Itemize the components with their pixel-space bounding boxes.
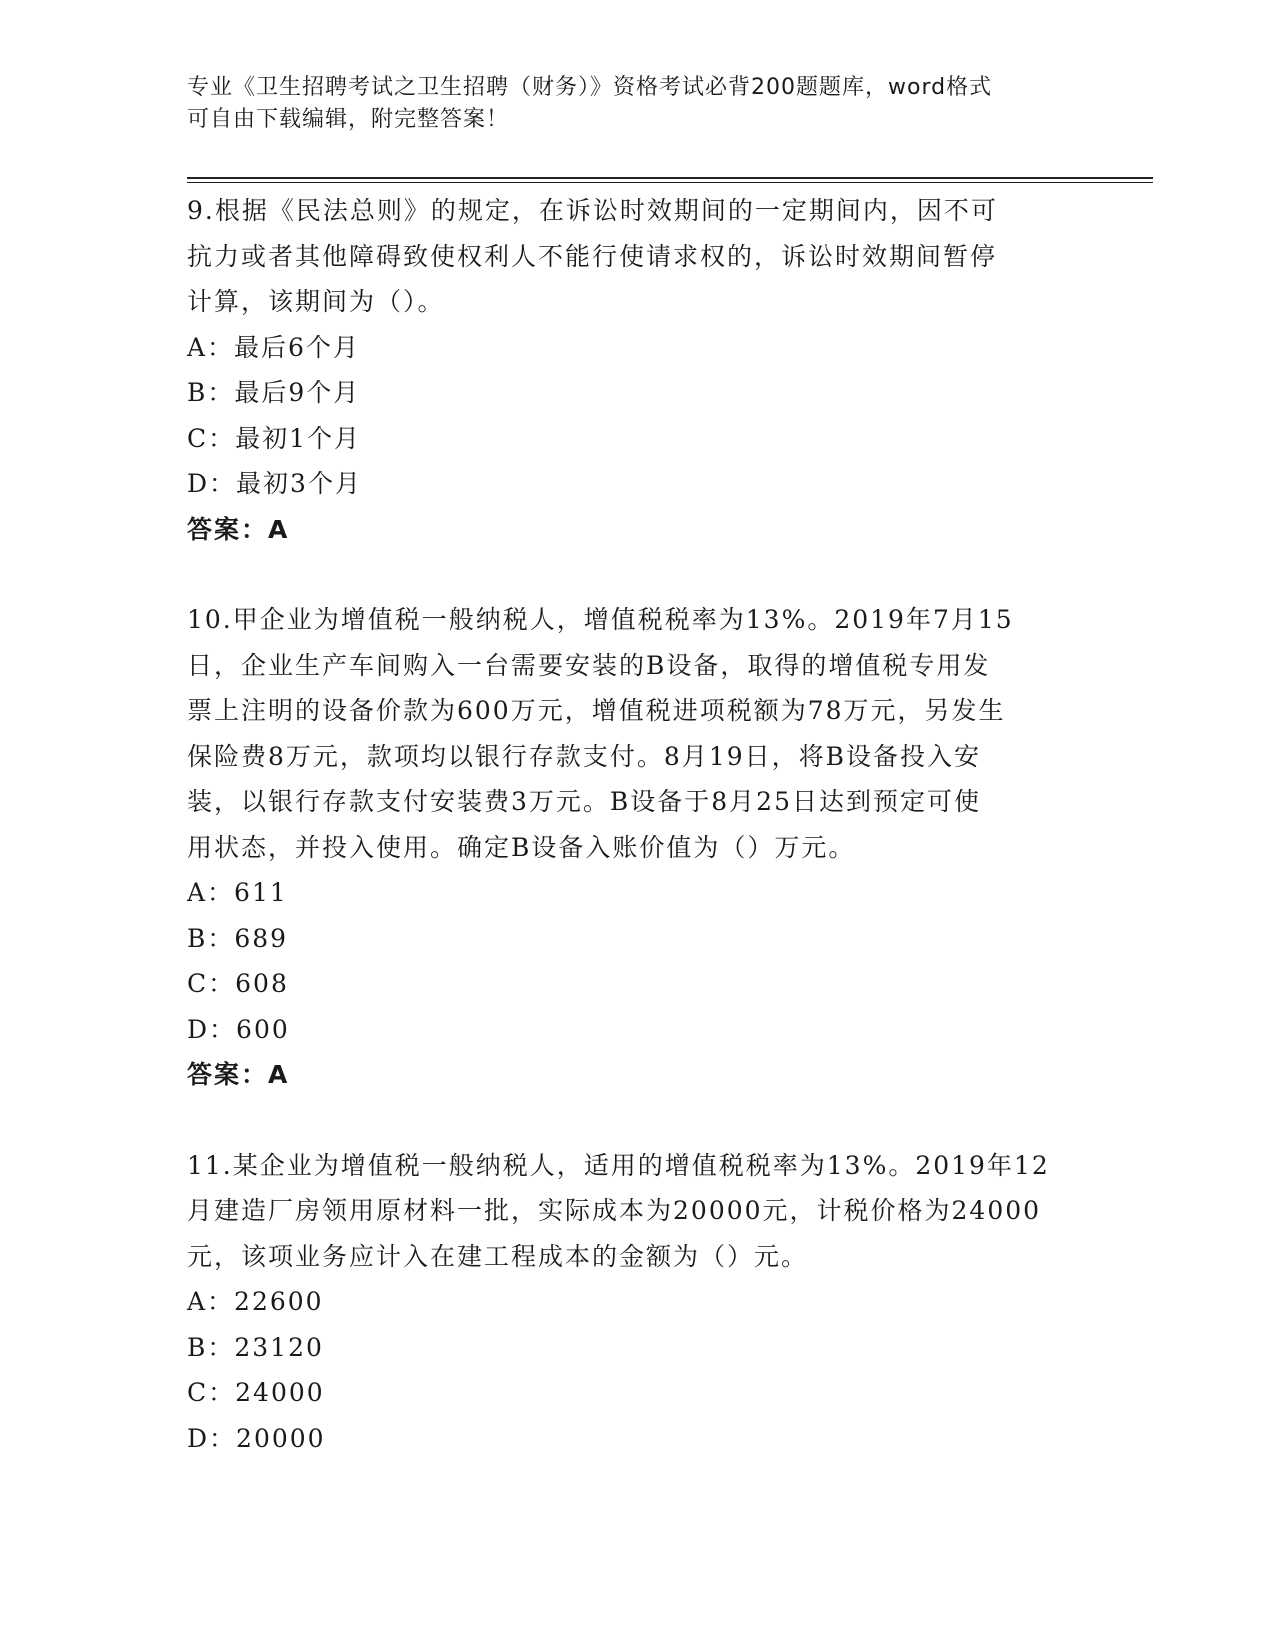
question-9 <box>187 188 1087 552</box>
question-text-line: 9.根据《民法总则》的规定，在诉讼时效期间的一定期间内，因不可 <box>187 196 998 225</box>
question-11 <box>187 1143 1087 1462</box>
option-a: A：最后6个月 <box>187 332 360 362</box>
option-c: C：608 <box>187 969 289 998</box>
document-header <box>187 72 1067 136</box>
question-text-line: 11.某企业为增值税一般纳税人，适用的增值税税率为13%。2019年12 <box>187 1150 1050 1180</box>
question-text-line: 保险费8万元，款项均以银行存款支付。8月19日，将B设备投入安 <box>187 741 981 771</box>
option-c: C：最初1个月 <box>187 423 362 453</box>
option-a: A：22600 <box>187 1287 324 1316</box>
option-d: D：600 <box>187 1014 290 1044</box>
option-c: C：24000 <box>187 1378 325 1407</box>
option-b: B：23120 <box>187 1332 324 1362</box>
answer-label: 答案：A <box>187 1060 290 1089</box>
option-d: D：最初3个月 <box>187 469 362 498</box>
header-divider-thick <box>187 177 1153 179</box>
question-text-line: 日，企业生产车间购入一台需要安装的B设备，取得的增值税专用发 <box>187 650 991 680</box>
question-spacer <box>187 1098 1087 1143</box>
question-spacer <box>187 552 1087 597</box>
question-text-line: 计算，该期间为（）。 <box>187 287 445 316</box>
answer-label: 答案：A <box>187 514 290 544</box>
option-b: B：最后9个月 <box>187 378 361 407</box>
question-text-line: 用状态，并投入使用。确定B设备入账价值为（）万元。 <box>187 832 856 862</box>
question-10 <box>187 597 1087 1098</box>
question-text-line: 元，该项业务应计入在建工程成本的金额为（）元。 <box>187 1241 809 1271</box>
option-b: B：689 <box>187 923 289 953</box>
header-line-2: 可自由下载编辑，附完整答案！ <box>187 107 510 132</box>
question-text-line: 装，以银行存款支付安装费3万元。B设备于8月25日达到预定可使 <box>187 787 981 816</box>
question-text-line: 票上注明的设备价款为600万元，增值税进项税额为78万元，另发生 <box>187 696 1006 725</box>
option-a: A：611 <box>187 878 288 907</box>
question-text-line: 月建造厂房领用原材料一批，实际成本为20000元，计税价格为24000 <box>187 1196 1042 1225</box>
header-divider-thin <box>187 182 1153 183</box>
header-line-1: 专业《卫生招聘考试之卫生招聘（财务）》资格考试必背200题题库，word格式 <box>187 75 993 100</box>
question-text-line: 抗力或者其他障碍致使权利人不能行使请求权的，诉讼时效期间暂停 <box>187 241 998 271</box>
option-d: D：20000 <box>187 1423 326 1453</box>
question-text-line: 10.甲企业为增值税一般纳税人，增值税税率为13%。2019年7月15 <box>187 605 1014 634</box>
question-list <box>187 188 1087 1461</box>
